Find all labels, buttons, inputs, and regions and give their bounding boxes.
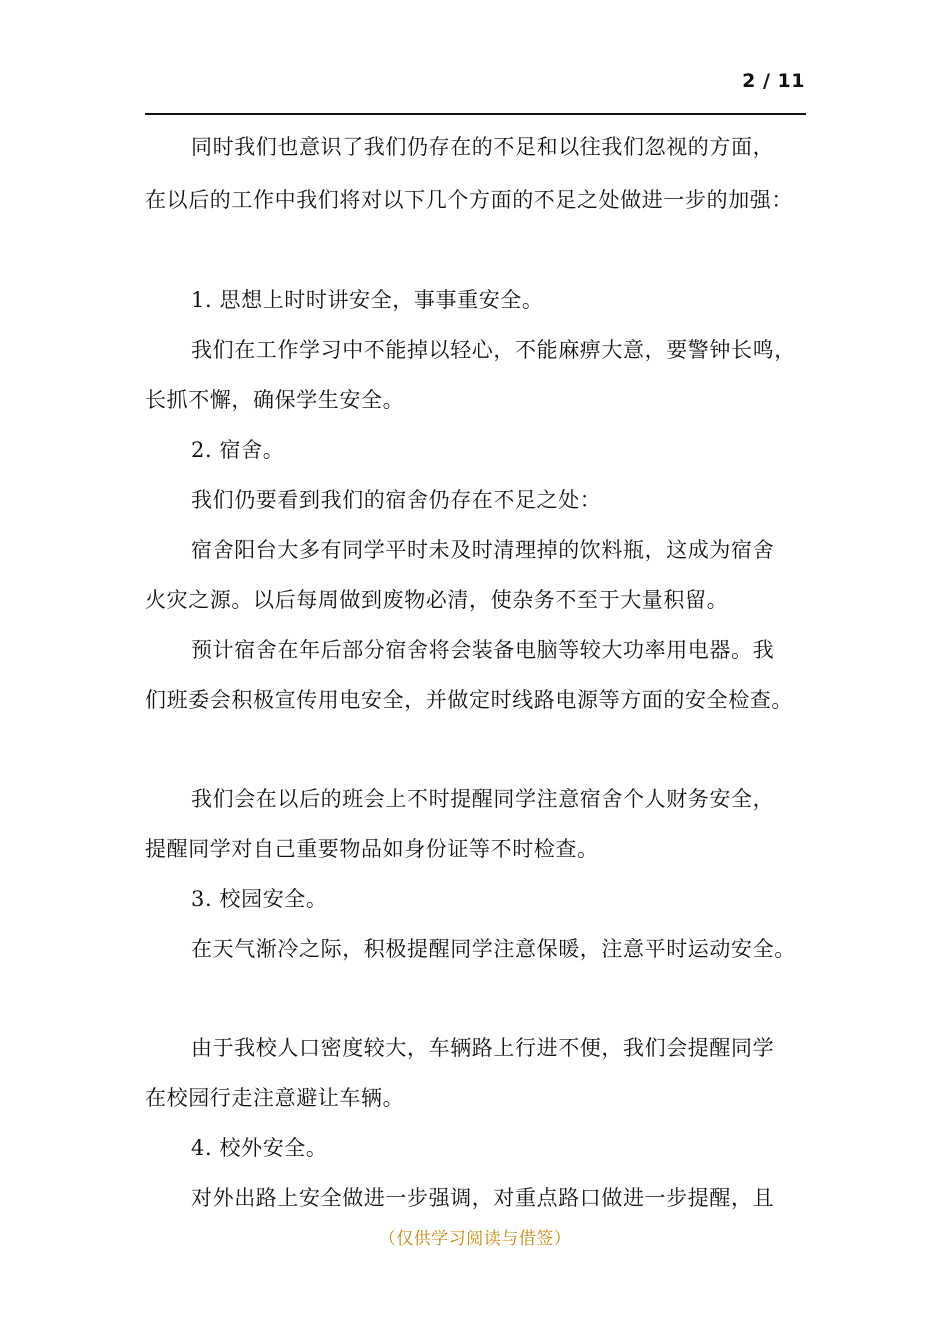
- paragraph-line: 我们在工作学习中不能掉以轻心，不能麻痹大意，要警钟长鸣，: [191, 338, 796, 362]
- paragraph-line: 在天气渐冷之际，积极提醒同学注意保暖，注意平时运动安全。: [191, 937, 796, 961]
- paragraph-line: 在以后的工作中我们将对以下几个方面的不足之处做进一步的加强：: [145, 188, 793, 212]
- paragraph-line: 我们仍要看到我们的宿舍仍存在不足之处：: [191, 488, 602, 512]
- paragraph-line: 由于我校人口密度较大，车辆路上行进不便，我们会提醒同学: [191, 1036, 775, 1060]
- list-heading: 4. 校外安全。: [191, 1136, 328, 1160]
- paragraph-line: 宿舍阳台大多有同学平时未及时清理掉的饮料瓶，这成为宿舍: [191, 538, 775, 562]
- paragraph-line: 火灾之源。以后每周做到废物必清，使杂务不至于大量积留。: [145, 588, 729, 612]
- header-rule: [145, 113, 806, 115]
- paragraph-line: 我们会在以后的班会上不时提醒同学注意宿舍个人财务安全，: [191, 787, 775, 811]
- paragraph-line: 长抓不懈，确保学生安全。: [145, 388, 405, 412]
- list-heading: 2. 宿舍。: [191, 438, 285, 462]
- list-heading: 3. 校园安全。: [191, 887, 328, 911]
- paragraph-line: 提醒同学对自己重要物品如身份证等不时检查。: [145, 837, 599, 861]
- paragraph-line: 在校园行走注意避让车辆。: [145, 1086, 405, 1110]
- paragraph-line: 对外出路上安全做进一步强调，对重点路口做进一步提醒，且: [191, 1186, 775, 1210]
- footer-note: （仅供学习阅读与借签）: [378, 1229, 572, 1249]
- paragraph-line: 们班委会积极宣传用电安全，并做定时线路电源等方面的安全检查。: [145, 688, 793, 712]
- paragraph-line: 预计宿舍在年后部分宿舍将会装备电脑等较大功率用电器。我: [191, 638, 775, 662]
- page-number: 2 / 11: [742, 70, 805, 92]
- paragraph-line: 同时我们也意识了我们仍存在的不足和以往我们忽视的方面，: [191, 135, 775, 159]
- list-heading: 1. 思想上时时讲安全，事事重安全。: [191, 288, 544, 312]
